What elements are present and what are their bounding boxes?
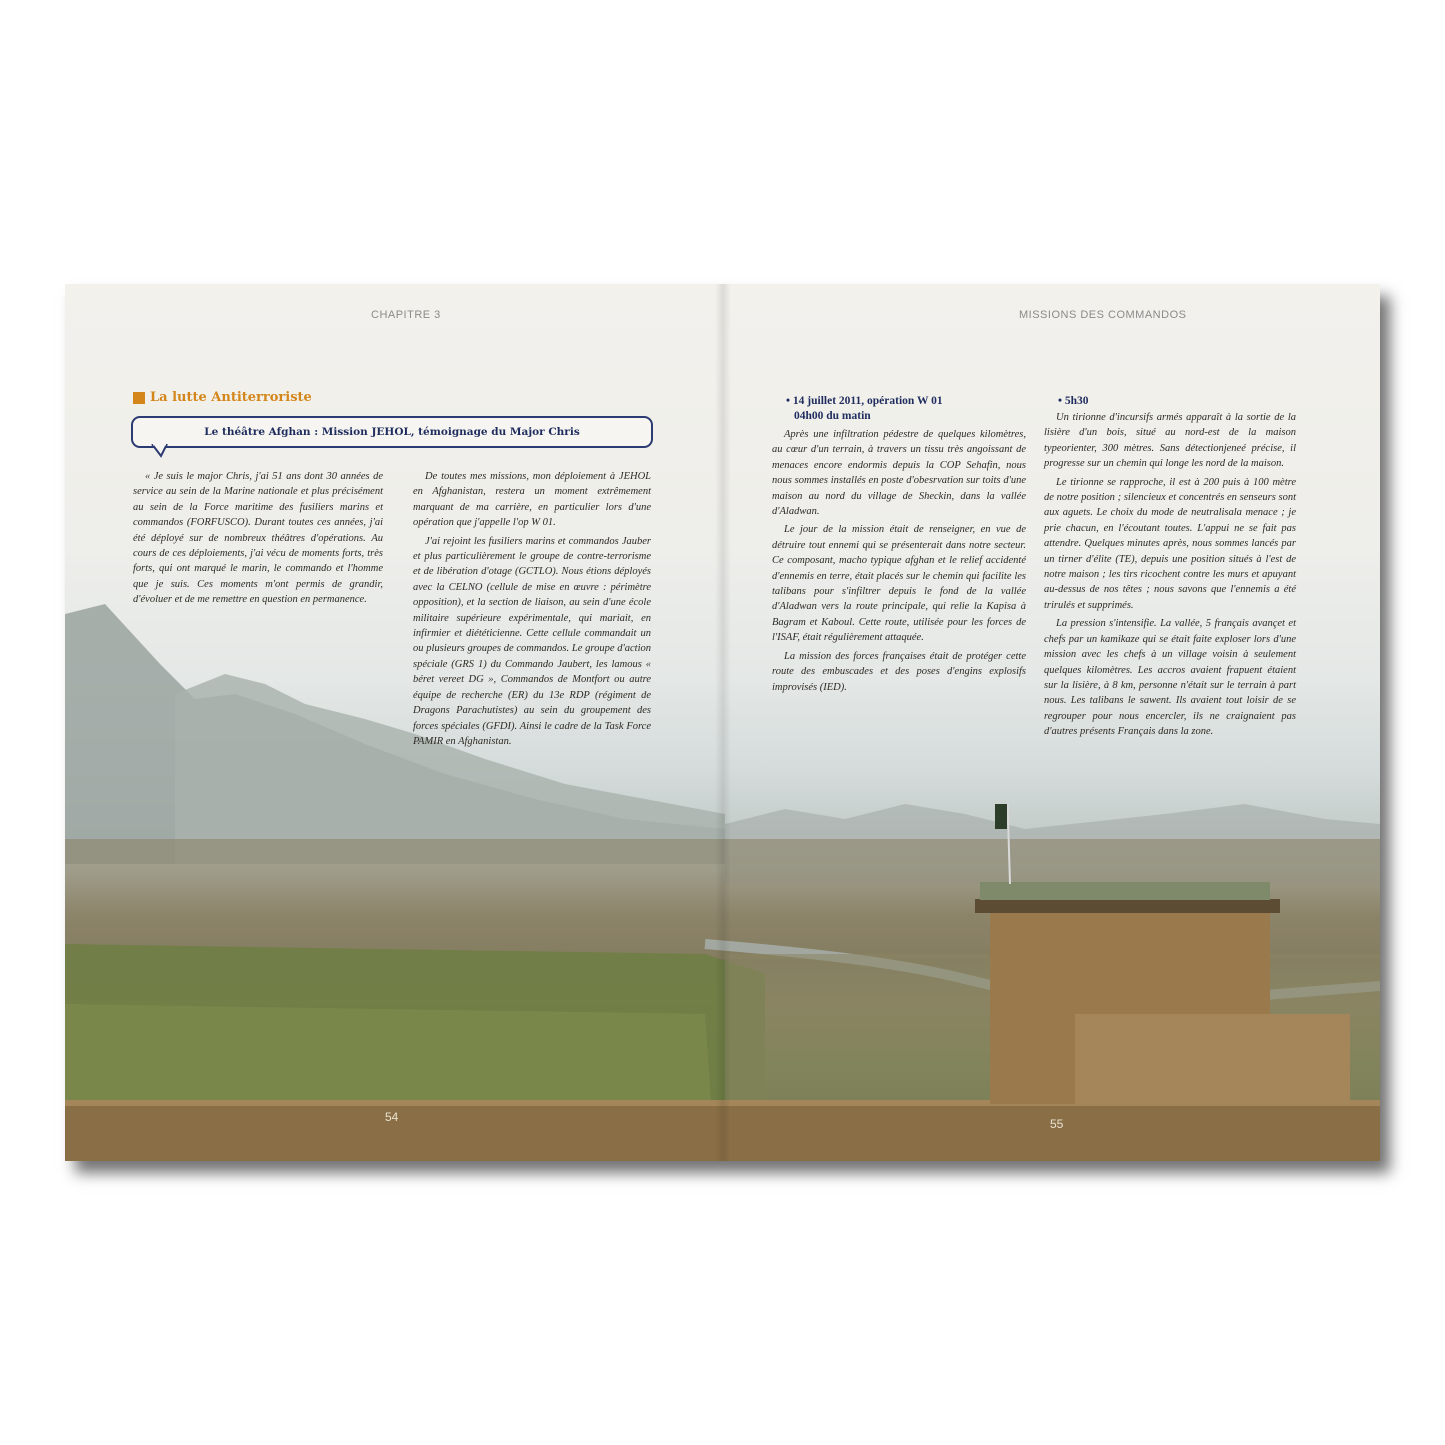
speech-bubble-box (131, 416, 653, 448)
paragraph: La mission des forces françaises était de protéger cette route des embuscades et des poses d'engins explosifs improvisés (IED). (772, 650, 1026, 693)
paragraph: J'ai rejoint les fusiliers marins et commandos Jauber et plus particulièrement le groupe de contre-terrorisme et de libération d'otage (GCTLO). Nous étions déployés avec la CELNO (cellule de mise en œuvre : périmètre opposition), et la section de liaison, au sein d'une école militaire supérieure expérimentale, qui mariait, en infirmier et diététicienne. Cette cellule commandait un ou plusieurs groupes de commandos. Le groupe d'action spéciale (GRS 1) du Commando Jaubert, les lamous « béret vereet DG », Commandos de Montfort ou autre équipe de recherche (ER) du 13e RDP (régiment de Dragons Parachutistes) au sein du groupement des forces spéciales (GFDI). Ainsi le cadre de la Task Force PAMIR en Afghanistan. (413, 535, 651, 747)
box-title: Le théâtre Afghan : Mission JEHOL, témoignage du Major Chris (204, 426, 580, 438)
page-number-right: 55 (1050, 1117, 1064, 1131)
running-head-left: CHAPITRE 3 (371, 309, 441, 321)
paragraph: « Je suis le major Chris, j'ai 51 ans dont 30 années de service au sein de la Marine nationale et plus précisément au sein de la Force maritime des fusiliers marins et commandos (FORFUSCO). Durant toutes ces années, j'ai été déployé sur de nombreux théâtres d'opérations. Au cours de ces déploiements, j'ai vécu de moments forts, très forts, qui ont marqué le marin, le commando et l'homme que je suis. Ces moments m'ont permis de grandir, d'évoluer et de me remettre en question en permanence. (133, 471, 383, 606)
page-gutter (715, 284, 731, 1161)
section-title (133, 390, 312, 405)
column-3-heading (786, 394, 943, 424)
running-head-right: MISSIONS DES COMMANDOS (1019, 309, 1187, 321)
text-column-3 (772, 427, 1026, 698)
heading-line: • 14 juillet 2011, opération W 01 (786, 395, 943, 407)
paragraph: Le tirionne se rapproche, il est à 200 puis à 100 mètre de notre position ; silencieux et concentrés en senseurs sont aux aguets. Le choix du mode de neutralisala menace ; je prie chacun, en l'écoutant toutes. L'appui ne se fait pas attendre. Quelques minutes après, nous sommes lancés par un tirner d'élite (TE), depuis une position situés à l'est de notre maison ; les tirs ricochent contre les murs et apuyant au-dessus de nos têtes ; nous savons que l'ennemis a été trirulés et supprimés. (1044, 476, 1296, 611)
paragraph: La pression s'intensifie. La vallée, 5 français avançet et chefs par un kamikaze qui se était faite exploser lors d'une mission avec les chefs à un village voisin à seulement quelques kilomètres. Les accros avaient frapuent étaient sur la lisière, à 8 km, personne n'était sur le terrain à part nous. Les talibans le sawent. Ils avaient tout loisir de se regrouper pour nous encercler, ils ne craignaient pas d'autres présents Français dans la zone. (1044, 618, 1296, 738)
paragraph: Après une infiltration pédestre de quelques kilomètres, au cœur d'un terrain, à travers un tissu très angoissant de menaces encore endormis depuis la COP Sehafin, nous nous sommes installés en poste d'obesrvation sur toits d'une maison au nord du village de Sheckin, dans la vallée d'Aladwan. (772, 429, 1026, 518)
heading-line: 04h00 du matin (794, 410, 871, 422)
section-title-text: La lutte Antiterroriste (150, 390, 312, 405)
magazine-spread (65, 284, 1380, 1161)
orange-square-icon (133, 392, 145, 404)
page-number-left: 54 (385, 1110, 399, 1124)
column-4-heading (1058, 394, 1089, 409)
text-column-1 (133, 469, 383, 611)
paragraph: Le jour de la mission était de renseigner, en vue de détruire tout ennemi qui se présenterait dans notre secteur. Ce composant, macho typique afghan et le relief accidenté d'ennemis en terre, était placés sur le chemin qui facilite les talibans pour s'infiltrer depuis le fond de la vallée d'Aladwan vers la route principale, qui relie la Kapisa à Bagram et Kaboul. Cette route, utilisée pour les forces de l'ISAF, était régulièrement attaquée. (772, 524, 1026, 644)
paragraph: Un tirionne d'incursifs armés apparaît à la sortie de la lisière d'un bois, situé au nord-est de la maison typeorienter, 300 mètres. Sans détectionjeneé précise, il progresse sur un chemin qui longe les nord de la maison. (1044, 412, 1296, 470)
paragraph: De toutes mes missions, mon déploiement à JEHOL en Afghanistan, restera un moment extrêmement marquant de ma carrière, en particulier lors d'une opération que j'appelle l'op W 01. (413, 471, 651, 529)
text-column-4 (1044, 410, 1296, 743)
speech-bubble-tail (151, 444, 171, 458)
heading-line: • 5h30 (1058, 395, 1089, 407)
text-column-2 (413, 469, 651, 752)
